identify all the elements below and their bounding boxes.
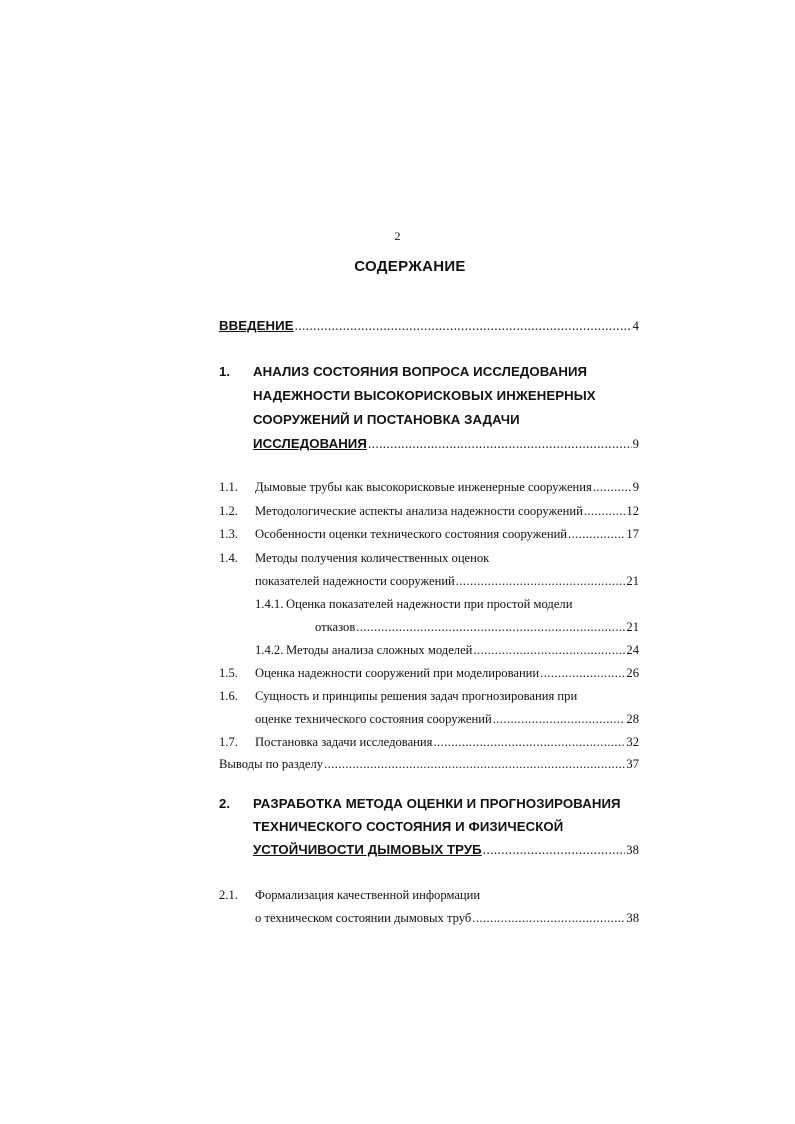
toc-entry-text: Дымовые трубы как высокорисковые инженерные сооружения (255, 480, 592, 494)
toc-entry-text: о техническом состоянии дымовых труб (255, 911, 472, 925)
toc-entry-text: отказов (315, 620, 356, 634)
page-title: СОДЕРЖАНИЕ (354, 258, 466, 275)
toc-entry-1-7[interactable] (219, 735, 639, 750)
toc-entry-text: Методы получения количественных оценок (255, 551, 490, 565)
dot-leader (324, 757, 625, 772)
dot-leader (433, 735, 625, 750)
toc-entry-text: УСТОЙЧИВОСТИ ДЫМОВЫХ ТРУБ (253, 842, 482, 857)
dot-leader (295, 318, 632, 334)
dot-leader (472, 911, 625, 926)
dot-leader (483, 842, 625, 858)
toc-entry-1-2[interactable] (219, 504, 639, 519)
toc-entry-chapter-2[interactable] (253, 842, 639, 858)
toc-entry-text: Оценка надежности сооружений при моделировании (255, 666, 540, 680)
toc-entry-text: Методы анализа сложных моделей (286, 643, 473, 657)
chapter-title-line: СООРУЖЕНИЙ И ПОСТАНОВКА ЗАДАЧИ (253, 412, 520, 427)
toc-page-number: 21 (626, 574, 639, 588)
toc-entry-intro[interactable] (219, 318, 639, 334)
toc-entry-text: оценке технического состояния сооружений (255, 712, 492, 726)
section-number: 1.3. (219, 527, 238, 541)
toc-entry-2-1[interactable] (255, 911, 639, 926)
dot-leader (540, 666, 625, 681)
section-number: 2.1. (219, 888, 238, 902)
toc-entry-text: Оценка показателей надежности при простой модели (286, 597, 573, 611)
toc-page-number: 28 (626, 712, 639, 726)
toc-entry-1-4-2[interactable] (255, 643, 639, 658)
dot-leader (368, 436, 632, 452)
section-number: 1.7. (219, 735, 238, 749)
toc-entry-text: ВВЕДЕНИЕ (219, 318, 294, 333)
toc-entry-text: Методологические аспекты анализа надежности сооружений (255, 504, 583, 518)
toc-page-number: 9 (632, 480, 639, 494)
toc-entry-text: Сущность и принципы решения задач прогнозирования при (255, 689, 578, 703)
toc-entry-text: Постановка задачи исследования (255, 735, 433, 749)
dot-leader (593, 480, 632, 495)
dot-leader (568, 527, 625, 542)
toc-entry-1-1[interactable] (219, 480, 639, 495)
dot-leader (473, 643, 625, 658)
section-number: 1.5. (219, 666, 238, 680)
section-number: 1.4.2. (255, 643, 284, 657)
toc-entry-text: Формализация качественной информации (255, 888, 481, 902)
toc-page-number: 21 (626, 620, 639, 634)
chapter-title-line: АНАЛИЗ СОСТОЯНИЯ ВОПРОСА ИССЛЕДОВАНИЯ (253, 364, 588, 379)
toc-entry-chapter-1[interactable] (253, 436, 639, 452)
toc-entry-text: Особенности оценки технического состояния сооружений (255, 527, 568, 541)
chapter-title-line: ТЕХНИЧЕСКОГО СОСТОЯНИЯ И ФИЗИЧЕСКОЙ (253, 819, 564, 834)
section-number: 1.6. (219, 689, 238, 703)
toc-page-number: 24 (626, 643, 639, 657)
toc-entry-1-3[interactable] (219, 527, 639, 542)
page-number: 2 (394, 229, 401, 243)
toc-entry-1-5[interactable] (219, 666, 639, 681)
toc-entry-text: ИССЛЕДОВАНИЯ (253, 436, 367, 451)
toc-page-number: 37 (626, 757, 639, 771)
dot-leader (356, 620, 625, 635)
toc-page-number: 32 (626, 735, 639, 749)
dot-leader (456, 574, 626, 589)
dot-leader (584, 504, 626, 519)
section-number: 1.4.1. (255, 597, 284, 611)
toc-page-number: 26 (626, 666, 639, 680)
toc-page-number: 9 (632, 437, 639, 451)
toc-entry-1-4[interactable] (255, 574, 639, 589)
toc-page-number: 17 (626, 527, 639, 541)
toc-page-number: 38 (626, 843, 639, 857)
toc-page-number: 12 (626, 504, 639, 518)
toc-entry-1-6[interactable] (255, 712, 639, 727)
chapter-number: 2. (219, 796, 231, 811)
toc-entry-conclusions[interactable] (219, 757, 639, 772)
section-number: 1.2. (219, 504, 238, 518)
toc-page-number: 38 (626, 911, 639, 925)
chapter-title-line: НАДЕЖНОСТИ ВЫСОКОРИСКОВЫХ ИНЖЕНЕРНЫХ (253, 388, 596, 403)
chapter-number: 1. (219, 364, 231, 379)
chapter-title-line: РАЗРАБОТКА МЕТОДА ОЦЕНКИ И ПРОГНОЗИРОВАНИЯ (253, 796, 621, 811)
section-number: 1.1. (219, 480, 238, 494)
toc-page-number: 4 (632, 319, 639, 333)
toc-entry-text: Выводы по разделу (219, 757, 324, 771)
dot-leader (493, 712, 626, 727)
section-number: 1.4. (219, 551, 238, 565)
toc-entry-text: показателей надежности сооружений (255, 574, 455, 588)
toc-entry-1-4-1[interactable] (315, 620, 639, 635)
